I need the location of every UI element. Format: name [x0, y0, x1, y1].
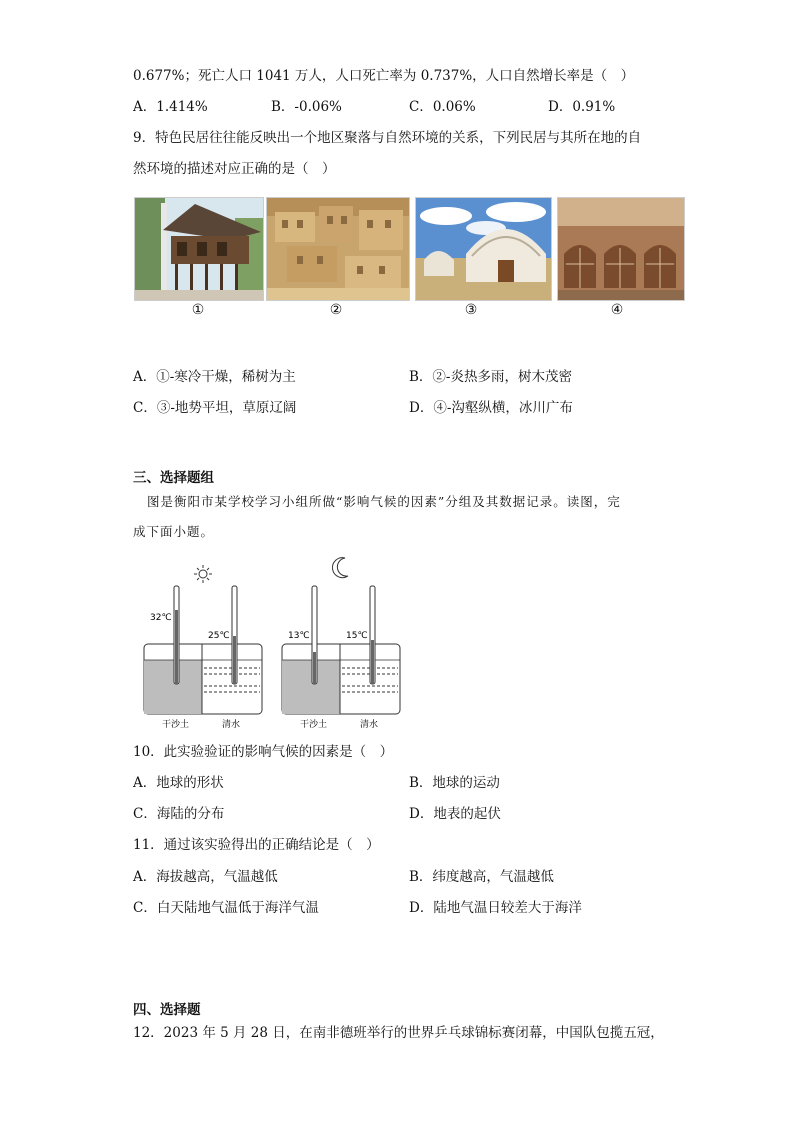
q11-option-d[interactable]: D．陆地气温日较差大于海洋: [409, 900, 582, 916]
q8-stem-tail: 0.677%；死亡人口 1041 万人，人口死亡率为 0.737%，人口自然增长率是（ ）: [133, 68, 635, 84]
q8-option-d[interactable]: D．0.91%: [548, 99, 616, 115]
day-sand-label: 干沙土: [162, 720, 190, 730]
night-sand-temp: 13℃: [288, 631, 310, 641]
day-water-label: 清水: [222, 720, 241, 730]
image-label-2: ②: [329, 302, 343, 318]
stilt-house-photo: [134, 197, 264, 301]
q9-option-c[interactable]: C．③-地势平坦，草原辽阔: [133, 400, 297, 416]
q10-option-c[interactable]: C．海陆的分布: [133, 806, 225, 822]
adobe-house-photo: [266, 197, 410, 301]
q9-stem-line1: 9．特色民居往往能反映出一个地区聚落与自然环境的关系，下列民居与其所在地的自: [133, 130, 642, 146]
q8-option-b[interactable]: B．-0.06%: [271, 99, 342, 115]
cave-dwelling-photo: [557, 197, 685, 301]
day-container: [144, 586, 262, 714]
moon-icon: [332, 558, 348, 578]
q10-stem: 10．此实验验证的影响气候的因素是（ ）: [133, 744, 394, 760]
sun-icon: [194, 565, 212, 583]
q9-stem-line2: 然环境的描述对应正确的是（ ）: [133, 161, 336, 177]
q8-option-c[interactable]: C．0.06%: [409, 99, 476, 115]
night-water-label: 清水: [360, 720, 379, 730]
section3-heading: 三、选择题组: [133, 470, 214, 486]
section3-intro-line2: 成下面小题。: [133, 524, 215, 539]
yurt-photo: [415, 197, 552, 301]
night-sand-label: 干沙土: [300, 720, 328, 730]
q9-option-d[interactable]: D．④-沟壑纵横，冰川广布: [409, 400, 573, 416]
q9-option-a[interactable]: A．①-寒冷干燥，稀树为主: [133, 369, 296, 385]
section4-heading: 四、选择题: [133, 1002, 201, 1018]
q9-option-b[interactable]: B．②-炎热多雨，树木茂密: [409, 369, 572, 385]
q12-stem-line1: 12．2023 年 5 月 28 日，在南非德班举行的世界乒乓球锦标赛闭幕，中国队包揽五冠，: [133, 1025, 664, 1041]
q8-option-a[interactable]: A．1.414%: [133, 99, 208, 115]
experiment-diagram: [140, 552, 410, 732]
image-label-3: ③: [464, 302, 478, 318]
q11-option-a[interactable]: A．海拔越高，气温越低: [133, 869, 278, 885]
day-sand-temp: 32℃: [150, 613, 172, 623]
image-label-4: ④: [610, 302, 624, 318]
section3-intro-line1: 图是衡阳市某学校学习小组所做“影响气候的因素”分组及其数据记录。读图，完: [147, 494, 621, 509]
q10-option-a[interactable]: A．地球的形状: [133, 775, 224, 791]
q11-option-c[interactable]: C．白天陆地气温低于海洋气温: [133, 900, 319, 916]
q10-option-b[interactable]: B．地球的运动: [409, 775, 500, 791]
q11-option-b[interactable]: B．纬度越高，气温越低: [409, 869, 554, 885]
image-label-1: ①: [191, 302, 205, 318]
night-water-temp: 15℃: [346, 631, 368, 641]
q11-stem: 11．通过该实验得出的正确结论是（ ）: [133, 837, 380, 853]
night-container: [282, 586, 400, 714]
day-water-temp: 25℃: [208, 631, 230, 641]
q10-option-d[interactable]: D．地表的起伏: [409, 806, 501, 822]
